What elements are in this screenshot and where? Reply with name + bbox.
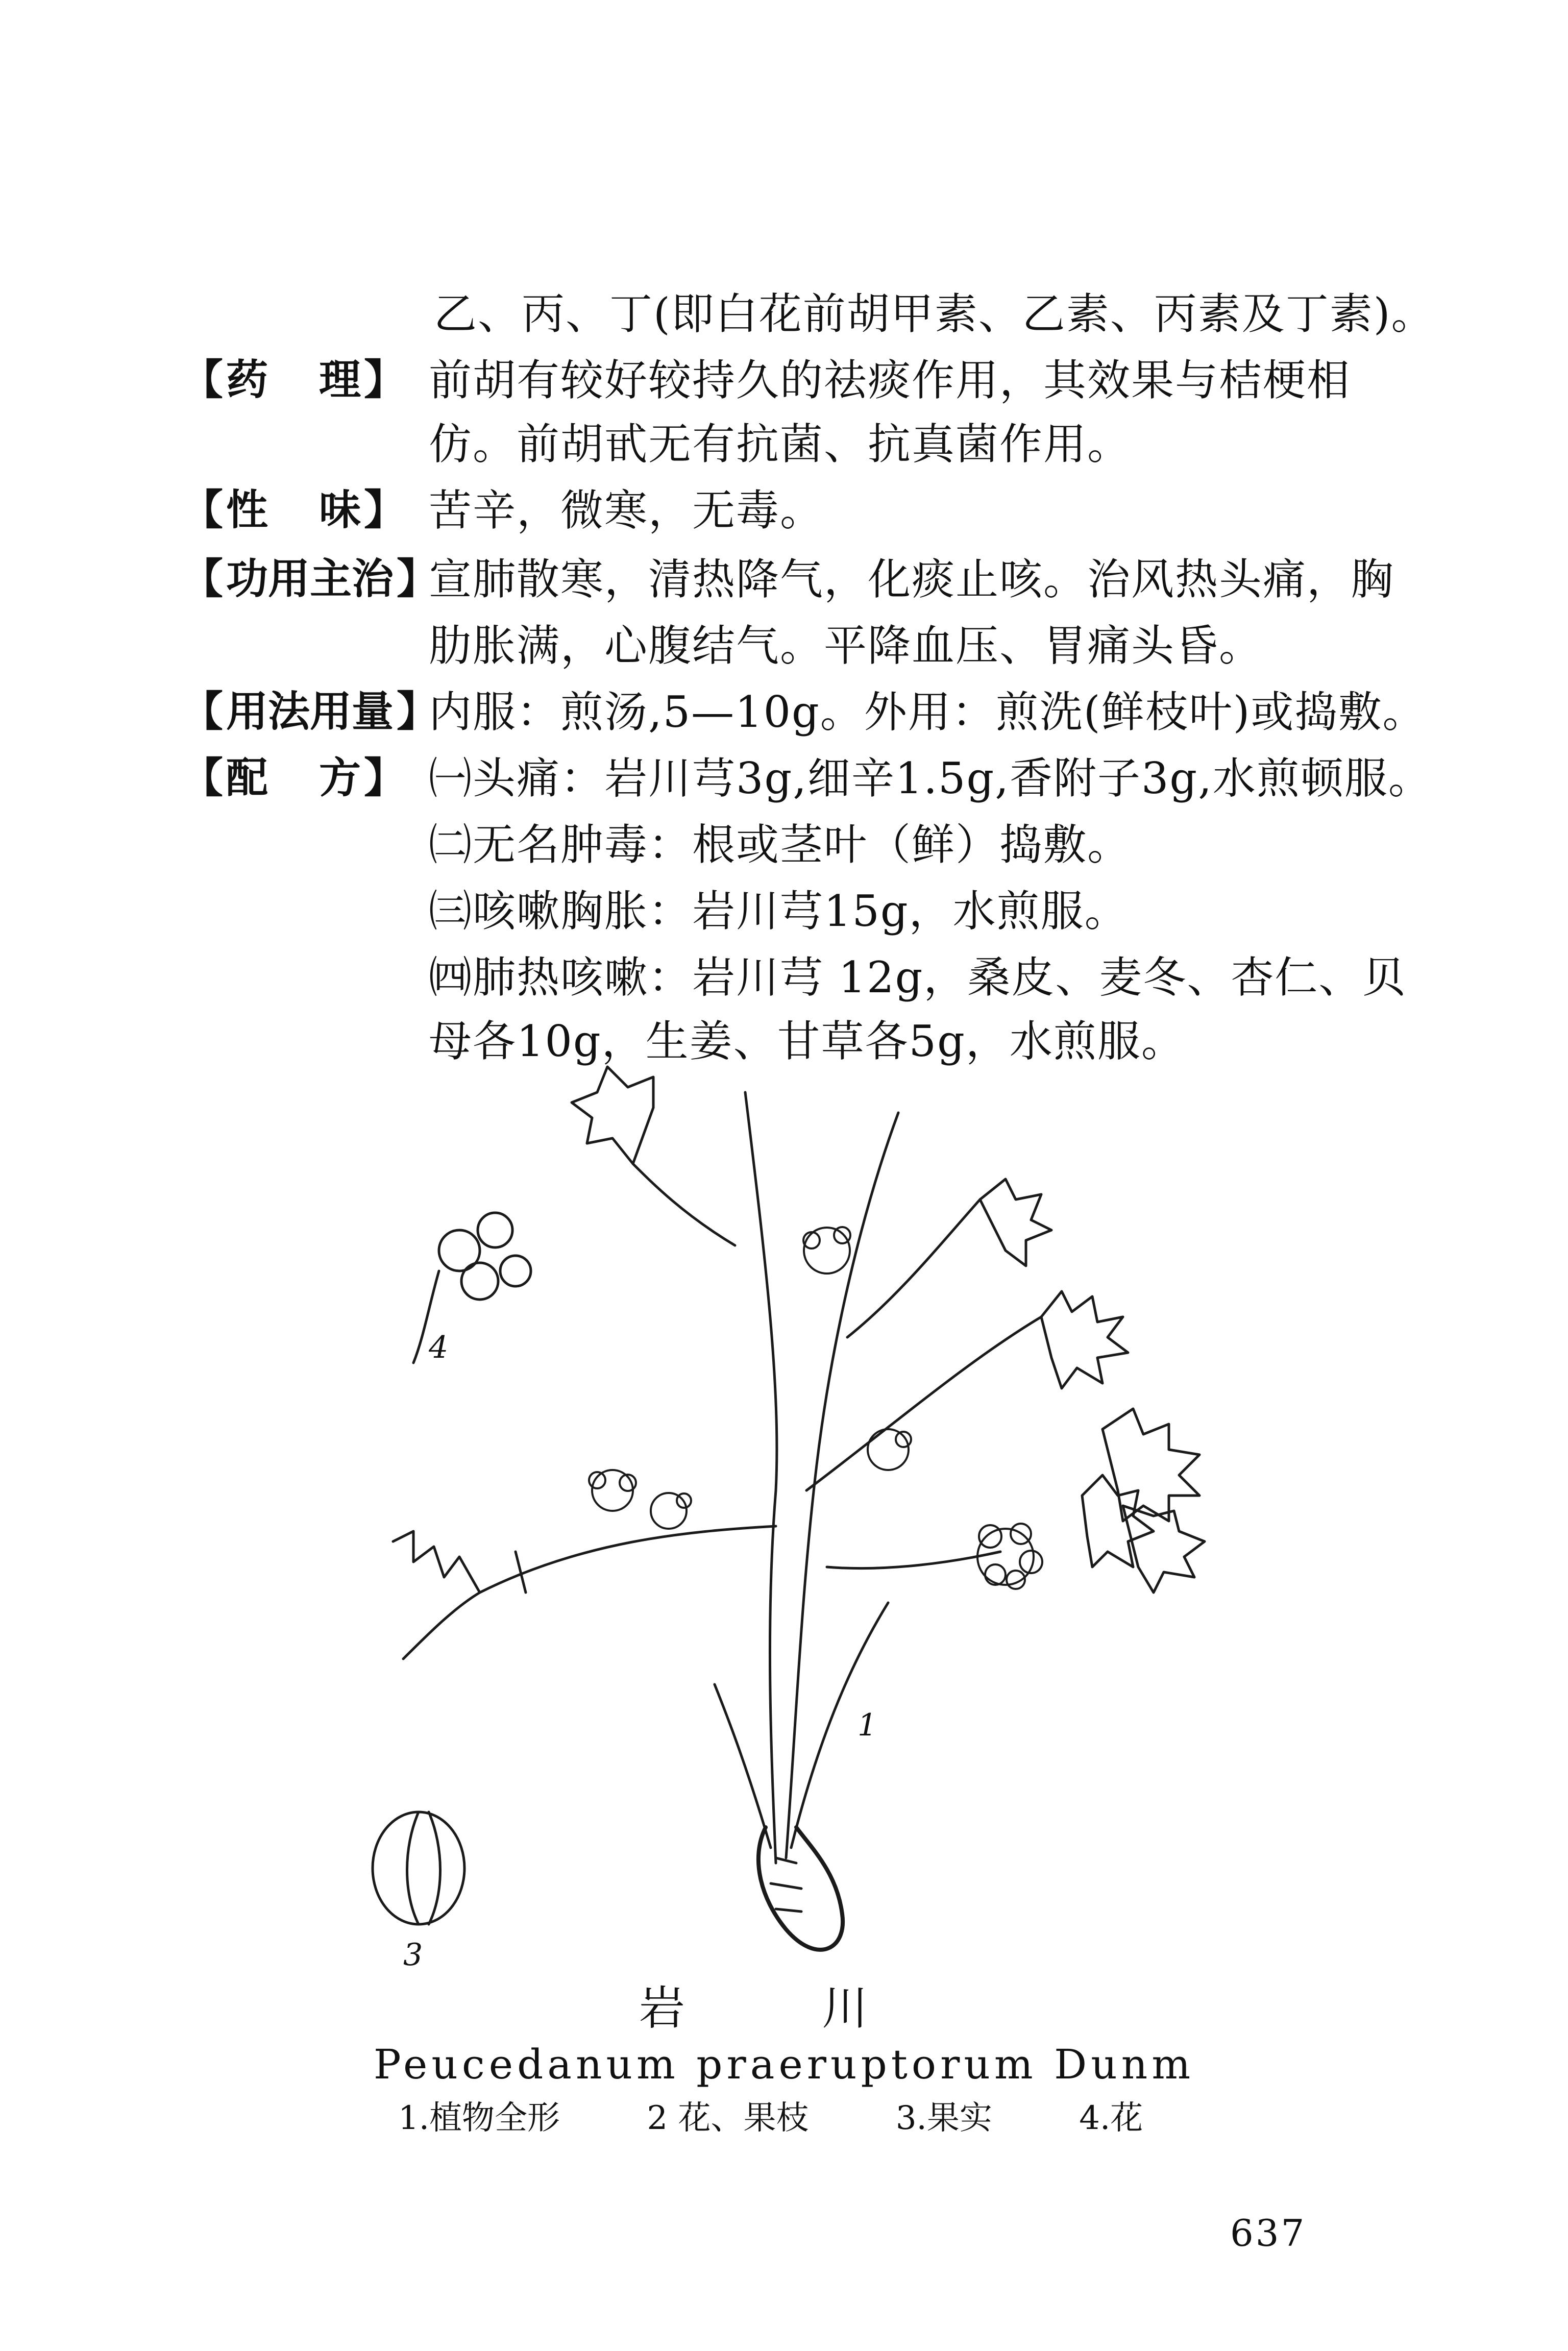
leaf	[393, 1531, 526, 1593]
stem	[786, 1113, 898, 1858]
root-texture	[771, 1858, 801, 1912]
figure-part: 1.植物全形	[398, 2099, 560, 2137]
page-number: 637	[1230, 2212, 1307, 2255]
section-label-prescriptions: 【 配 方 】	[181, 750, 406, 806]
plant-illustration	[327, 1031, 1429, 1975]
figure-parts	[398, 2095, 1219, 2141]
label-char: 药	[226, 356, 268, 404]
prescription-1: ㈠头痛：岩川芎3g,细辛1.5g,香附子3g,水煎顿服。	[429, 753, 1432, 803]
figure-name-latin: Peucedanum praeruptorum Dunm	[373, 2041, 1195, 2088]
upper-left-branch	[633, 1164, 735, 1245]
section-label-dosage: 【 用法用量 】	[181, 684, 406, 740]
fruit-detail	[373, 1812, 464, 1924]
label-char: 配	[226, 754, 268, 802]
leaf	[572, 1067, 653, 1164]
figure-part: 3.果实	[895, 2099, 992, 2137]
label-char: 味	[318, 486, 361, 534]
stem	[715, 1684, 771, 1848]
label-char: 性	[226, 486, 268, 534]
section-label-functions: 【 功用主治 】	[181, 551, 406, 607]
upper-right-branch	[847, 1199, 980, 1337]
figure-part: 4.花	[1079, 2099, 1143, 2137]
left-branch	[403, 1526, 776, 1659]
functions-line-2: 肋胀满，心腹结气。平降血压、胃痛头昏。	[429, 621, 1263, 671]
section-label-pharmacology: 【 药 理 】	[181, 352, 406, 408]
functions-line-1: 宣肺散寒，清热降气，化痰止咳。治风热头痛，胸	[429, 554, 1395, 604]
pharmacology-line-2: 仿。前胡甙无有抗菌、抗真菌作用。	[429, 419, 1132, 469]
prescription-2: ㈡无名肿毒：根或茎叶（鲜）捣敷。	[429, 820, 1132, 870]
prescription-4: ㈣肺热咳嗽：岩川芎 12g，桑皮、麦冬、杏仁、贝	[429, 952, 1407, 1002]
prescription-3: ㈢咳嗽胸胀：岩川芎15g，水煎服。	[429, 886, 1129, 936]
label-text: 用法用量	[226, 688, 394, 736]
leaf	[1102, 1409, 1199, 1521]
right-lower-branch	[827, 1552, 1000, 1569]
figure-part: 2 花、果枝	[647, 2099, 809, 2137]
marker-3: 3	[403, 1937, 423, 1973]
marker-4: 4	[429, 1330, 449, 1365]
pharmacology-line-1: 前胡有较好较持久的祛痰作用，其效果与桔梗相	[429, 355, 1351, 405]
label-char: 理	[318, 356, 361, 404]
continuation-line: 乙、丙、丁(即白花前胡甲素、乙素、丙素及丁素)。	[434, 289, 1435, 339]
nature-taste-line: 苦辛，微寒，无毒。	[429, 485, 824, 535]
marker-1: 1	[857, 1707, 877, 1743]
main-stem	[745, 1092, 777, 1863]
prescription-5: 母各10g，生姜、甘草各5g，水煎服。	[429, 1016, 1185, 1066]
leaf	[980, 1179, 1051, 1266]
figure-name-cn: 岩 川	[639, 1981, 929, 2035]
label-text: 功用主治	[226, 555, 394, 603]
leaf	[1041, 1291, 1128, 1388]
right-branch	[806, 1317, 1041, 1490]
dosage-line: 内服：煎汤,5—10g。外用：煎洗(鲜枝叶)或捣敷。	[429, 687, 1427, 737]
label-char: 方	[318, 754, 361, 802]
section-label-nature-taste: 【 性 味 】	[181, 482, 406, 538]
